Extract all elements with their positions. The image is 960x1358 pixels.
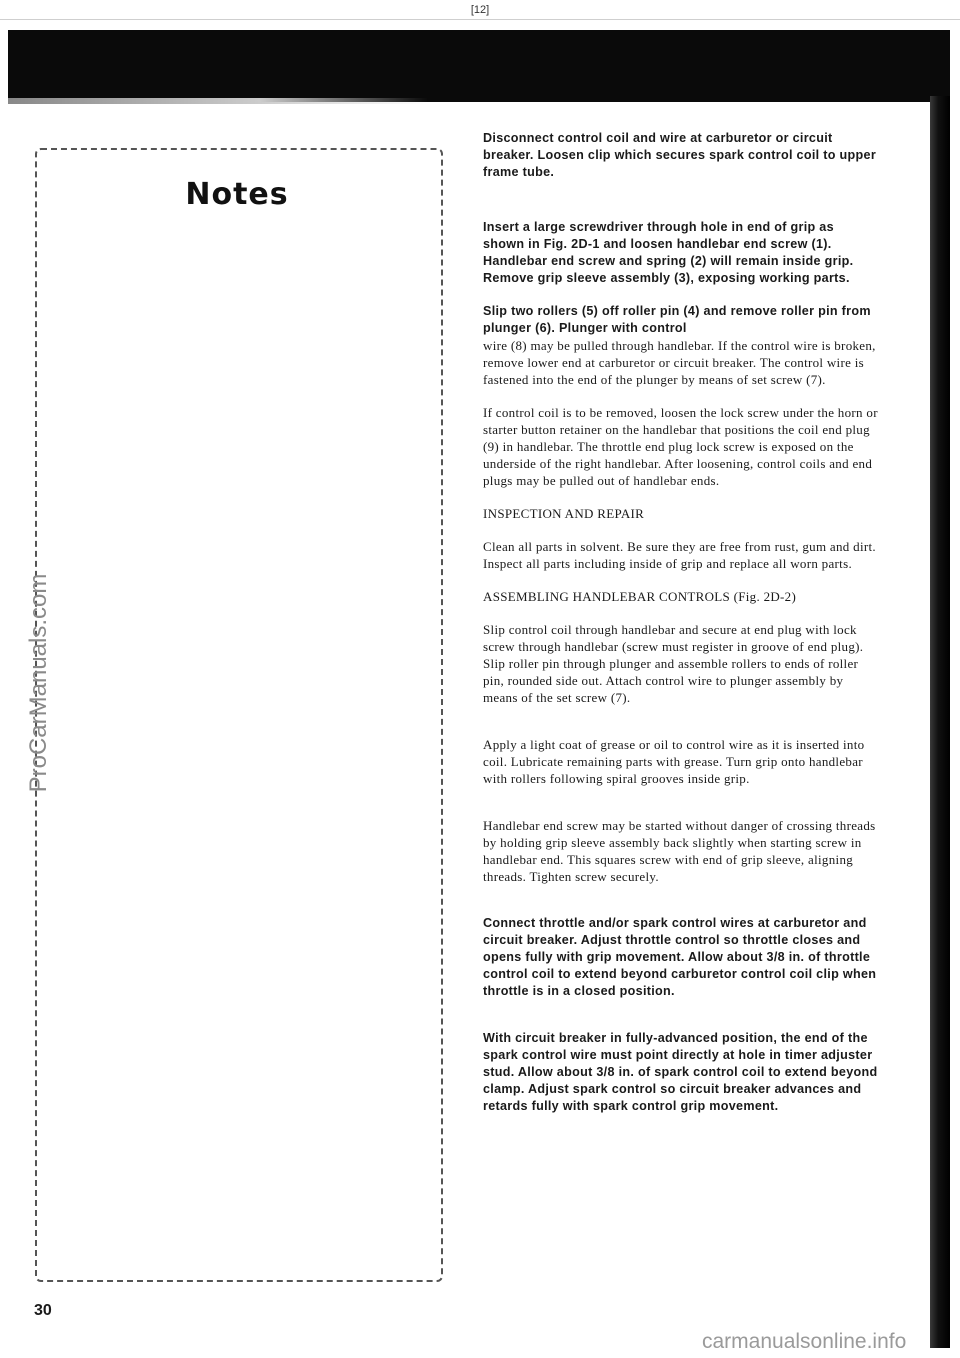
content-column — [483, 130, 878, 1115]
heading-assembling: ASSEMBLING HANDLEBAR CONTROLS (Fig. 2D-2) — [483, 589, 797, 604]
page-number: 30 — [34, 1302, 52, 1319]
notes-title: Notes — [185, 177, 289, 212]
top-rule — [0, 19, 960, 20]
footer-url: carmanualsonline.info — [702, 1330, 907, 1353]
paragraph-slip-coil: Slip control coil through handlebar and secure at end plug with lock screw through handlebar (screw must register in groove of end plug). Slip roller pin through plunger and assemble rollers to ends of roller pin, rounded side out. Attach control wire to plunger assembly by means of the set screw (7). — [483, 622, 864, 705]
page-label: [12] — [470, 4, 490, 16]
paragraph-circuit-breaker: With circuit breaker in fully-advanced position, the end of the spark control wire must point directly at hole in timer adjuster stud. Allow about 3/8 in. of spark control coil to extend beyond clamp. Adjust spark control so circuit breaker advances and retards fully with spark control grip movement. — [483, 1031, 878, 1113]
paragraph-slip-rollers: Slip two rollers (5) off roller pin (4) and remove roller pin from plunger (6). Plunger with control — [483, 304, 871, 335]
paragraph-insert-screwdriver: Insert a large screwdriver through hole in end of grip as shown in Fig. 2D-1 and loosen handlebar end screw (1). Handlebar end screw and spring (2) will remain inside grip. Remove grip sleeve assembly (3), exposing working parts. — [483, 220, 854, 285]
header-fade — [8, 98, 428, 104]
paragraph-end-screw: Handlebar end screw may be started without danger of crossing threads by holding grip sleeve assembly back slightly when starting screw in handlebar end. This squares screw with end of grip sleeve, aligning threads. Tighten screw securely. — [483, 818, 876, 884]
heading-inspection: INSPECTION AND REPAIR — [483, 506, 645, 521]
notes-box — [35, 148, 443, 1282]
paragraph-control-coil: If control coil is to be removed, loosen the lock screw under the horn or starter button retainer on the handlebar that positions the coil end plug (9) in handlebar. The throttle end plug lock screw is exposed on the underside of the right handlebar. After loosening, control coils and end plugs may be pulled out of handlebar ends. — [483, 405, 878, 488]
paragraph-clean-parts: Clean all parts in solvent. Be sure they are free from rust, gum and dirt. Inspect all parts including inside of grip and replace all worn parts. — [483, 539, 876, 571]
paragraph-control-wire: wire (8) may be pulled through handlebar. If the control wire is broken, remove lower end at carburetor or circuit breaker. The control wire is fastened into the end of the plunger by means of set screw (7). — [483, 338, 876, 387]
right-edge-strip — [930, 96, 950, 1348]
paragraph-disconnect: Disconnect control coil and wire at carburetor or circuit breaker. Loosen clip which secures spark control coil to upper frame tube. — [483, 131, 877, 179]
paragraph-connect-wires: Connect throttle and/or spark control wires at carburetor and circuit breaker. Adjust throttle control so throttle closes and opens fully with grip movement. Allow about 3/8 in. of throttle control coil to extend beyond carburetor control coil clip when throttle is in a closed position. — [483, 916, 877, 998]
watermark: ProCarManuals.com — [25, 573, 52, 793]
header-bar — [8, 30, 950, 102]
paragraph-apply-grease: Apply a light coat of grease or oil to control wire as it is inserted into coil. Lubricate remaining parts with grease. Turn grip onto handlebar with rollers following spiral grooves inside grip. — [483, 737, 865, 786]
